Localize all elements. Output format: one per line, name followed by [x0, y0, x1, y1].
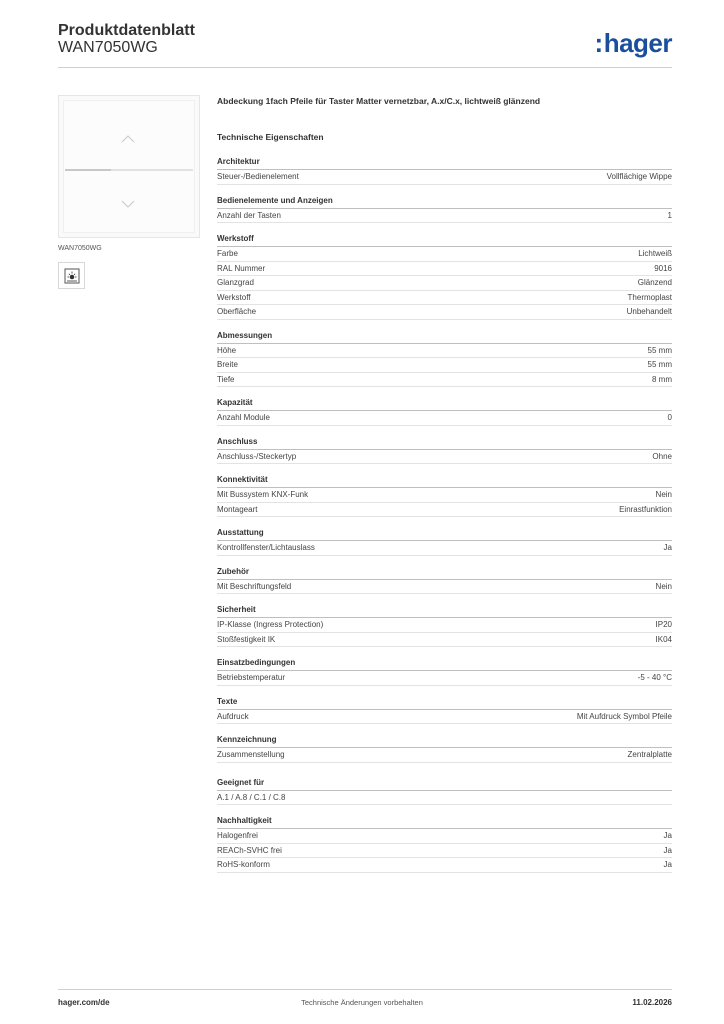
section-title: Einsatzbedingungen [217, 657, 672, 671]
header-divider [58, 67, 672, 68]
spec-row [217, 358, 672, 373]
product-image [58, 95, 200, 238]
section-title: Geeignet für [217, 777, 672, 791]
spec-row [217, 618, 672, 633]
section-title: Nachhaltigkeit [217, 815, 672, 829]
spec-row [217, 373, 672, 388]
spec-section [217, 436, 672, 465]
spec-value: Ja [663, 543, 672, 552]
spec-value: Ohne [652, 451, 672, 461]
hager-logo: :hager [594, 28, 672, 58]
spec-section [217, 527, 672, 556]
footer-notice: Technische Änderungen vorbehalten [301, 998, 423, 1007]
spec-value: Ja [663, 860, 672, 869]
spec-value: 1 [667, 210, 672, 220]
section-title: Kapazität [217, 397, 672, 411]
switch-plate [63, 100, 195, 233]
spec-section [217, 734, 672, 763]
spec-section [217, 233, 672, 320]
spec-label: Anzahl Module [217, 413, 270, 422]
spec-row [217, 633, 672, 648]
spec-value: Nein [655, 490, 672, 499]
spec-section [217, 330, 672, 388]
spec-label: Steuer-/Bedienelement [217, 172, 299, 181]
section-title: Werkstoff [217, 233, 672, 247]
spec-section [217, 657, 672, 686]
spec-label: Mit Beschriftungsfeld [217, 581, 292, 591]
spec-section [217, 696, 672, 725]
spec-value: 9016 [654, 263, 672, 273]
spec-label: Tiefe [217, 374, 235, 384]
spec-row [217, 829, 672, 844]
spec-row [217, 488, 672, 503]
spec-value: -5 - 40 °C [637, 673, 672, 682]
spec-label: Aufdruck [217, 711, 249, 721]
section-title: Architektur [217, 156, 672, 170]
spec-row [217, 844, 672, 859]
logo-text: hager [603, 28, 672, 58]
spec-section [217, 474, 672, 517]
spec-value: Glänzend [637, 278, 672, 287]
spec-value: 0 [667, 413, 672, 422]
spec-row [217, 541, 672, 556]
spec-row [217, 858, 672, 873]
spec-row [217, 791, 672, 806]
spec-label: Farbe [217, 249, 238, 258]
section-title: Ausstattung [217, 527, 672, 541]
spec-value: 55 mm [647, 345, 672, 355]
section-title: Abmessungen [217, 330, 672, 344]
spec-content [217, 95, 672, 883]
spec-value: Einrastfunktion [619, 504, 672, 514]
spec-value: Unbehandelt [626, 307, 672, 316]
spec-row [217, 209, 672, 224]
spec-row [217, 503, 672, 518]
rocker-divider [65, 169, 193, 171]
spec-value: 8 mm [652, 374, 672, 384]
spec-row [217, 262, 672, 277]
spec-value: Thermoplast [627, 292, 672, 302]
product-description: Abdeckung 1fach Pfeile für Taster Matter vernetzbar, A.x/C.x, lichtweiß glänzend [217, 96, 541, 106]
spec-label: RoHS-konform [217, 860, 270, 869]
section-title: Kennzeichnung [217, 734, 672, 748]
spec-section [217, 156, 672, 185]
spec-row [217, 291, 672, 306]
spec-sections [217, 156, 672, 763]
spec-row [217, 276, 672, 291]
spec-label: Höhe [217, 345, 237, 355]
chevron-up-icon [120, 131, 136, 147]
spec-value: Ja [663, 831, 672, 840]
tech-properties-title: Technische Eigenschaften [217, 132, 324, 142]
section-nachhaltigkeit [217, 815, 672, 873]
spec-label: Montageart [217, 504, 258, 514]
spec-label: Stoßfestigkeit IK [217, 634, 276, 644]
spec-row [217, 170, 672, 185]
spec-row [217, 748, 672, 763]
spec-value: Lichtweiß [638, 249, 672, 258]
spec-section [217, 195, 672, 224]
spec-value: IP20 [655, 620, 672, 629]
chevron-down-icon [120, 196, 136, 212]
spec-row [217, 305, 672, 320]
section-title: Anschluss [217, 436, 672, 450]
spec-label: IP-Klasse (Ingress Protection) [217, 620, 324, 629]
page-title: Produktdatenblatt [58, 22, 195, 39]
footer-website: hager.com/de [58, 998, 110, 1007]
spec-label: Zusammenstellung [217, 750, 285, 759]
spec-row [217, 671, 672, 686]
spec-label: REACh-SVHC frei [217, 845, 282, 855]
spec-value: IK04 [655, 634, 672, 644]
spec-row [217, 450, 672, 465]
spec-row [217, 247, 672, 262]
section-title: Bedienelemente und Anzeigen [217, 195, 672, 209]
spec-value: Ja [663, 845, 672, 855]
spec-value: 55 mm [647, 360, 672, 369]
spec-row [217, 710, 672, 725]
spec-label: RAL Nummer [217, 263, 266, 273]
footer-divider [58, 989, 672, 990]
spec-section [217, 566, 672, 595]
spec-row [217, 580, 672, 595]
spec-row [217, 411, 672, 426]
spec-value: A.1 / A.8 / C.1 / C.8 [217, 792, 286, 802]
spec-row [217, 344, 672, 359]
spec-section [217, 604, 672, 647]
spec-value: Zentralplatte [627, 750, 672, 759]
spec-label: Halogenfrei [217, 831, 258, 840]
spec-value: Nein [655, 581, 672, 591]
spec-value: Mit Aufdruck Symbol Pfeile [576, 711, 672, 721]
section-title: Texte [217, 696, 672, 710]
spec-label: Werkstoff [217, 292, 251, 302]
spec-label: Anzahl der Tasten [217, 210, 281, 220]
footer-date: 11.02.2026 [632, 998, 672, 1007]
image-caption: WAN7050WG [58, 245, 102, 252]
product-code: WAN7050WG [58, 39, 158, 56]
section-title: Konnektivität [217, 474, 672, 488]
section-title: Zubehör [217, 566, 672, 580]
spec-label: Anschluss-/Steckertyp [217, 451, 297, 461]
section-geeignet [217, 777, 672, 806]
spec-section [217, 397, 672, 426]
light-window-icon [58, 262, 85, 289]
spec-label: Betriebstemperatur [217, 673, 286, 682]
spec-label: Mit Bussystem KNX-Funk [217, 490, 309, 499]
spec-label: Oberfläche [217, 307, 257, 316]
section-title: Sicherheit [217, 604, 672, 618]
spec-label: Breite [217, 360, 238, 369]
spec-value: Vollflächige Wippe [606, 172, 672, 181]
spec-label: Glanzgrad [217, 278, 254, 287]
spec-label: Kontrollfenster/Lichtauslass [217, 543, 315, 552]
